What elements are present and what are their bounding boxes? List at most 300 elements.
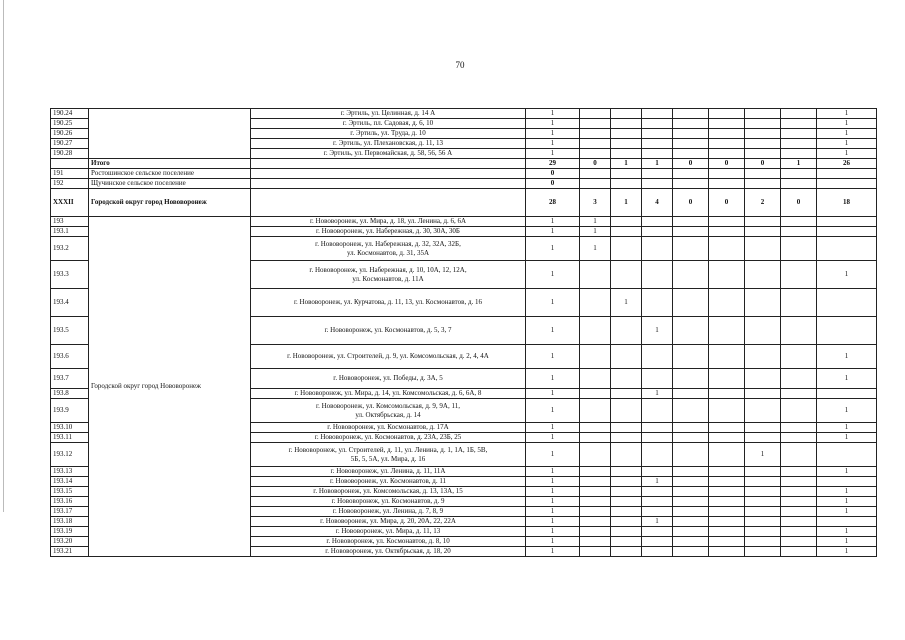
value-cell: 1 bbox=[817, 423, 877, 433]
row-number: 193.2 bbox=[51, 237, 89, 261]
table-row bbox=[51, 109, 877, 119]
row-number: 190.25 bbox=[51, 119, 89, 129]
row-number: 193.20 bbox=[51, 537, 89, 547]
value-cell bbox=[580, 537, 611, 547]
value-cell: 1 bbox=[580, 217, 611, 227]
value-cell: 1 bbox=[526, 149, 580, 159]
value-cell bbox=[611, 399, 642, 423]
value-cell bbox=[642, 547, 673, 557]
value-cell bbox=[673, 237, 709, 261]
value-cell bbox=[709, 237, 745, 261]
value-cell bbox=[642, 217, 673, 227]
value-cell bbox=[580, 139, 611, 149]
value-cell bbox=[673, 497, 709, 507]
value-cell bbox=[709, 497, 745, 507]
value-cell bbox=[642, 227, 673, 237]
value-cell bbox=[642, 497, 673, 507]
value-cell bbox=[673, 289, 709, 317]
value-cell bbox=[611, 227, 642, 237]
value-cell: 1 bbox=[526, 289, 580, 317]
address-cell bbox=[251, 497, 526, 507]
row-number: 190.26 bbox=[51, 129, 89, 139]
value-cell: 1 bbox=[817, 497, 877, 507]
value-cell bbox=[781, 497, 817, 507]
value-cell bbox=[781, 547, 817, 557]
value-cell: 1 bbox=[642, 159, 673, 169]
row-number: 193 bbox=[51, 217, 89, 227]
value-cell: 1 bbox=[526, 389, 580, 399]
row-number: 193.13 bbox=[51, 467, 89, 477]
value-cell: 1 bbox=[526, 547, 580, 557]
value-cell: 1 bbox=[817, 527, 877, 537]
value-cell bbox=[611, 389, 642, 399]
value-cell bbox=[745, 317, 781, 345]
value-cell bbox=[745, 119, 781, 129]
value-cell bbox=[781, 227, 817, 237]
value-cell bbox=[611, 139, 642, 149]
value-cell bbox=[673, 149, 709, 159]
row-number: 193.6 bbox=[51, 345, 89, 369]
value-cell bbox=[611, 345, 642, 369]
district-name: Городской округ город Нововоронеж bbox=[89, 189, 251, 217]
value-cell bbox=[709, 369, 745, 389]
address-cell bbox=[251, 517, 526, 527]
address-line: г. Нововоронеж, ул. Мира, д. 11, 13 bbox=[335, 527, 441, 535]
value-cell bbox=[781, 345, 817, 369]
address-cell bbox=[251, 443, 526, 467]
value-cell: 0 bbox=[526, 169, 580, 179]
value-cell bbox=[642, 433, 673, 443]
value-cell bbox=[580, 369, 611, 389]
row-number: 193.17 bbox=[51, 507, 89, 517]
value-cell bbox=[781, 477, 817, 487]
value-cell: 18 bbox=[817, 189, 877, 217]
address-cell bbox=[251, 467, 526, 477]
value-cell bbox=[781, 129, 817, 139]
value-cell bbox=[642, 467, 673, 477]
value-cell bbox=[709, 261, 745, 289]
value-cell bbox=[642, 179, 673, 189]
value-cell bbox=[709, 289, 745, 317]
settlement-row bbox=[51, 179, 877, 189]
value-cell bbox=[781, 399, 817, 423]
value-cell bbox=[673, 547, 709, 557]
value-cell bbox=[642, 423, 673, 433]
value-cell bbox=[817, 477, 877, 487]
value-cell: 1 bbox=[817, 433, 877, 443]
value-cell bbox=[580, 547, 611, 557]
value-cell bbox=[745, 261, 781, 289]
value-cell bbox=[580, 467, 611, 477]
row-number: 193.9 bbox=[51, 399, 89, 423]
value-cell: 1 bbox=[580, 237, 611, 261]
value-cell bbox=[817, 217, 877, 227]
value-cell: 1 bbox=[817, 109, 877, 119]
value-cell bbox=[673, 487, 709, 497]
row-number: 193.14 bbox=[51, 477, 89, 487]
value-cell bbox=[642, 487, 673, 497]
value-cell bbox=[817, 237, 877, 261]
value-cell bbox=[817, 443, 877, 467]
value-cell bbox=[709, 537, 745, 547]
value-cell: 1 bbox=[526, 217, 580, 227]
value-cell: 1 bbox=[526, 507, 580, 517]
address-line: 5Б, 5, 5А, ул. Мира, д. 16 bbox=[350, 454, 426, 463]
value-cell bbox=[673, 517, 709, 527]
total-row bbox=[51, 159, 877, 169]
value-cell bbox=[673, 423, 709, 433]
value-cell bbox=[709, 345, 745, 369]
value-cell: 1 bbox=[642, 477, 673, 487]
address-line: г. Нововоронеж, ул. Ленина, д. 11, 11А bbox=[330, 467, 446, 475]
value-cell bbox=[642, 129, 673, 139]
address-line: г. Нововоронеж, ул. Комсомольская, д. 13, 13А, 15 bbox=[313, 487, 463, 495]
value-cell bbox=[781, 119, 817, 129]
value-cell bbox=[817, 517, 877, 527]
value-cell bbox=[745, 487, 781, 497]
address-line: г. Нововоронеж, ул. Мира, д. 14, ул. Комсомольская, д. 6, 6А, 8 bbox=[294, 389, 482, 397]
value-cell bbox=[611, 109, 642, 119]
value-cell: 0 bbox=[745, 159, 781, 169]
value-cell bbox=[745, 369, 781, 389]
address-line: г. Нововоронеж, ул. Строителей, д. 9, ул. Комсомольская, д. 2, 4, 4А bbox=[287, 352, 489, 360]
value-cell bbox=[817, 169, 877, 179]
row-number: 193.11 bbox=[51, 433, 89, 443]
value-cell bbox=[580, 149, 611, 159]
value-cell: 1 bbox=[817, 467, 877, 477]
value-cell bbox=[781, 179, 817, 189]
value-cell bbox=[580, 527, 611, 537]
value-cell bbox=[709, 227, 745, 237]
row-number: 190.27 bbox=[51, 139, 89, 149]
value-cell bbox=[673, 527, 709, 537]
value-cell bbox=[611, 149, 642, 159]
value-cell bbox=[781, 517, 817, 527]
value-cell bbox=[673, 433, 709, 443]
value-cell: 1 bbox=[611, 289, 642, 317]
row-number: 193.4 bbox=[51, 289, 89, 317]
address-line: г. Нововоронеж, ул. Космонавтов, д. 8, 10 bbox=[326, 537, 450, 545]
address-line: ул. Октябрьская, д. 14 bbox=[355, 410, 421, 419]
value-cell bbox=[745, 227, 781, 237]
address-line: г. Нововоронеж, ул. Октябрьская, д. 18, 20 bbox=[325, 547, 451, 555]
value-cell bbox=[611, 433, 642, 443]
value-cell bbox=[709, 119, 745, 129]
value-cell bbox=[709, 443, 745, 467]
address-cell bbox=[251, 399, 526, 423]
value-cell bbox=[709, 179, 745, 189]
value-cell bbox=[745, 423, 781, 433]
value-cell bbox=[673, 169, 709, 179]
address-line: г. Нововоронеж, ул. Космонавтов, д. 23А, 23Б, 25 bbox=[314, 433, 462, 441]
address-cell bbox=[251, 289, 526, 317]
value-cell: 1 bbox=[817, 369, 877, 389]
value-cell: 1 bbox=[526, 517, 580, 527]
row-number: 193.21 bbox=[51, 547, 89, 557]
value-cell bbox=[580, 517, 611, 527]
row-number: 193.5 bbox=[51, 317, 89, 345]
value-cell: 1 bbox=[526, 261, 580, 289]
value-cell bbox=[611, 547, 642, 557]
value-cell bbox=[709, 547, 745, 557]
page-margin-line bbox=[3, 0, 4, 512]
value-cell bbox=[709, 389, 745, 399]
value-cell bbox=[642, 369, 673, 389]
value-cell: 1 bbox=[817, 537, 877, 547]
value-cell: 1 bbox=[526, 317, 580, 345]
value-cell: 1 bbox=[817, 261, 877, 289]
address-line: г. Нововоронеж, ул. Космонавтов, д. 5, 3, 7 bbox=[324, 326, 452, 334]
value-cell bbox=[745, 527, 781, 537]
value-cell bbox=[642, 109, 673, 119]
value-cell bbox=[817, 227, 877, 237]
value-cell: 1 bbox=[526, 443, 580, 467]
value-cell bbox=[642, 237, 673, 261]
value-cell bbox=[580, 109, 611, 119]
value-cell bbox=[673, 467, 709, 477]
value-cell: 1 bbox=[781, 159, 817, 169]
value-cell bbox=[642, 119, 673, 129]
value-cell: 1 bbox=[642, 517, 673, 527]
value-cell bbox=[673, 179, 709, 189]
value-cell: 1 bbox=[642, 389, 673, 399]
value-cell bbox=[580, 389, 611, 399]
value-cell bbox=[745, 497, 781, 507]
row-number: 193.18 bbox=[51, 517, 89, 527]
address-cell bbox=[251, 217, 526, 227]
value-cell bbox=[580, 179, 611, 189]
row-number: 193.19 bbox=[51, 527, 89, 537]
value-cell: 1 bbox=[526, 369, 580, 389]
value-cell bbox=[673, 129, 709, 139]
value-cell bbox=[611, 237, 642, 261]
value-cell bbox=[709, 129, 745, 139]
address-cell bbox=[251, 237, 526, 261]
value-cell bbox=[709, 423, 745, 433]
value-cell bbox=[673, 537, 709, 547]
row-number: 193.10 bbox=[51, 423, 89, 433]
value-cell bbox=[580, 129, 611, 139]
value-cell bbox=[580, 477, 611, 487]
value-cell: 3 bbox=[580, 189, 611, 217]
value-cell bbox=[745, 477, 781, 487]
value-cell bbox=[673, 227, 709, 237]
address-line: г. Нововоронеж, ул. Комсомольская, д. 9, 9А, 11, bbox=[316, 401, 460, 410]
row-number: 193.15 bbox=[51, 487, 89, 497]
address-cell bbox=[251, 369, 526, 389]
value-cell bbox=[673, 345, 709, 369]
value-cell: 1 bbox=[817, 547, 877, 557]
value-cell bbox=[673, 389, 709, 399]
value-cell bbox=[673, 507, 709, 517]
value-cell: 1 bbox=[611, 159, 642, 169]
address-cell bbox=[251, 423, 526, 433]
value-cell: 0 bbox=[781, 189, 817, 217]
row-number: 193.8 bbox=[51, 389, 89, 399]
value-cell: 1 bbox=[526, 139, 580, 149]
address-cell bbox=[251, 477, 526, 487]
value-cell: 1 bbox=[526, 537, 580, 547]
value-cell: 1 bbox=[817, 139, 877, 149]
value-cell bbox=[580, 423, 611, 433]
address-line: г. Нововоронеж, ул. Космонавтов, д. 11 bbox=[329, 477, 447, 485]
value-cell: 1 bbox=[526, 119, 580, 129]
address-cell bbox=[251, 169, 526, 179]
value-cell bbox=[642, 345, 673, 369]
value-cell bbox=[580, 443, 611, 467]
value-cell: 1 bbox=[526, 345, 580, 369]
value-cell bbox=[673, 261, 709, 289]
address-cell bbox=[251, 527, 526, 537]
value-cell bbox=[642, 399, 673, 423]
address-cell bbox=[251, 179, 526, 189]
value-cell bbox=[817, 317, 877, 345]
value-cell bbox=[745, 217, 781, 227]
address-cell bbox=[251, 159, 526, 169]
value-cell bbox=[745, 109, 781, 119]
value-cell: 1 bbox=[817, 507, 877, 517]
address-cell bbox=[251, 433, 526, 443]
value-cell: 1 bbox=[526, 527, 580, 537]
value-cell bbox=[611, 179, 642, 189]
value-cell bbox=[642, 289, 673, 317]
value-cell bbox=[781, 149, 817, 159]
value-cell bbox=[745, 537, 781, 547]
value-cell bbox=[781, 369, 817, 389]
value-cell bbox=[709, 109, 745, 119]
value-cell bbox=[709, 433, 745, 443]
settlement-row bbox=[51, 169, 877, 179]
value-cell bbox=[580, 289, 611, 317]
value-cell bbox=[611, 317, 642, 345]
value-cell bbox=[611, 507, 642, 517]
value-cell bbox=[745, 179, 781, 189]
value-cell bbox=[781, 527, 817, 537]
value-cell bbox=[781, 507, 817, 517]
page-number: 70 bbox=[455, 60, 465, 70]
settlement-name-cell bbox=[89, 109, 251, 159]
value-cell bbox=[673, 139, 709, 149]
value-cell: 1 bbox=[642, 317, 673, 345]
value-cell bbox=[709, 507, 745, 517]
value-cell bbox=[580, 119, 611, 129]
value-cell bbox=[611, 217, 642, 227]
value-cell bbox=[781, 217, 817, 227]
value-cell bbox=[580, 169, 611, 179]
value-cell bbox=[745, 139, 781, 149]
address-line: ул. Космонавтов, д. 31, 35А bbox=[346, 248, 430, 257]
value-cell bbox=[642, 507, 673, 517]
value-cell bbox=[745, 129, 781, 139]
value-cell bbox=[709, 487, 745, 497]
value-cell bbox=[673, 443, 709, 467]
value-cell: 0 bbox=[526, 179, 580, 189]
address-cell bbox=[251, 487, 526, 497]
address-cell: г. Эртиль, ул. Труда, д. 10 bbox=[251, 129, 526, 139]
value-cell bbox=[642, 149, 673, 159]
value-cell bbox=[709, 169, 745, 179]
row-number: 190.28 bbox=[51, 149, 89, 159]
total-label: Итого bbox=[89, 159, 251, 169]
value-cell: 1 bbox=[526, 497, 580, 507]
value-cell bbox=[611, 129, 642, 139]
value-cell bbox=[611, 497, 642, 507]
value-cell bbox=[709, 149, 745, 159]
value-cell bbox=[611, 369, 642, 389]
value-cell bbox=[781, 443, 817, 467]
value-cell: 1 bbox=[526, 423, 580, 433]
row-number: 193.7 bbox=[51, 369, 89, 389]
value-cell bbox=[709, 399, 745, 423]
district-row bbox=[51, 189, 877, 217]
value-cell bbox=[673, 317, 709, 345]
value-cell bbox=[781, 317, 817, 345]
value-cell: 1 bbox=[526, 399, 580, 423]
value-cell bbox=[580, 433, 611, 443]
table-row bbox=[51, 217, 877, 227]
value-cell: 1 bbox=[817, 399, 877, 423]
value-cell bbox=[611, 517, 642, 527]
row-number bbox=[51, 159, 89, 169]
value-cell: 1 bbox=[526, 467, 580, 477]
value-cell bbox=[709, 467, 745, 477]
address-cell: г. Эртиль, ул. Плехановская, д. 11, 13 bbox=[251, 139, 526, 149]
address-line: г. Нововоронеж, ул. Мира, д. 20, 20А, 22, 22А bbox=[320, 517, 456, 525]
value-cell bbox=[580, 399, 611, 423]
value-cell: 1 bbox=[817, 119, 877, 129]
value-cell: 1 bbox=[817, 345, 877, 369]
value-cell bbox=[817, 179, 877, 189]
value-cell: 0 bbox=[673, 189, 709, 217]
value-cell bbox=[709, 139, 745, 149]
row-number: 193.16 bbox=[51, 497, 89, 507]
district-group-name: Городской округ город Нововоронеж bbox=[89, 217, 251, 557]
value-cell bbox=[673, 109, 709, 119]
district-number: XXXII bbox=[51, 189, 89, 217]
value-cell: 1 bbox=[580, 227, 611, 237]
row-number: 192 bbox=[51, 179, 89, 189]
value-cell bbox=[745, 237, 781, 261]
address-cell bbox=[251, 261, 526, 289]
value-cell: 1 bbox=[817, 129, 877, 139]
value-cell: 28 bbox=[526, 189, 580, 217]
value-cell bbox=[781, 537, 817, 547]
value-cell bbox=[781, 423, 817, 433]
address-cell bbox=[251, 507, 526, 517]
value-cell bbox=[745, 517, 781, 527]
address-cell: г. Эртиль, пл. Садовая, д. 6, 10 bbox=[251, 119, 526, 129]
address-line: г. Нововоронеж, ул. Ленина, д. 7, 8, 9 bbox=[332, 507, 444, 515]
value-cell: 1 bbox=[526, 477, 580, 487]
value-cell bbox=[580, 497, 611, 507]
value-cell bbox=[673, 369, 709, 389]
value-cell: 1 bbox=[526, 129, 580, 139]
value-cell bbox=[781, 389, 817, 399]
value-cell bbox=[745, 149, 781, 159]
value-cell bbox=[781, 487, 817, 497]
table-body bbox=[51, 109, 877, 557]
row-number: 193.1 bbox=[51, 227, 89, 237]
value-cell bbox=[642, 443, 673, 467]
address-line: г. Нововоронеж, ул. Космонавтов, д. 9 bbox=[331, 497, 445, 505]
value-cell: 1 bbox=[526, 109, 580, 119]
value-cell bbox=[611, 119, 642, 129]
value-cell: 1 bbox=[526, 433, 580, 443]
address-cell bbox=[251, 189, 526, 217]
row-number: 191 bbox=[51, 169, 89, 179]
value-cell bbox=[745, 389, 781, 399]
value-cell bbox=[781, 433, 817, 443]
